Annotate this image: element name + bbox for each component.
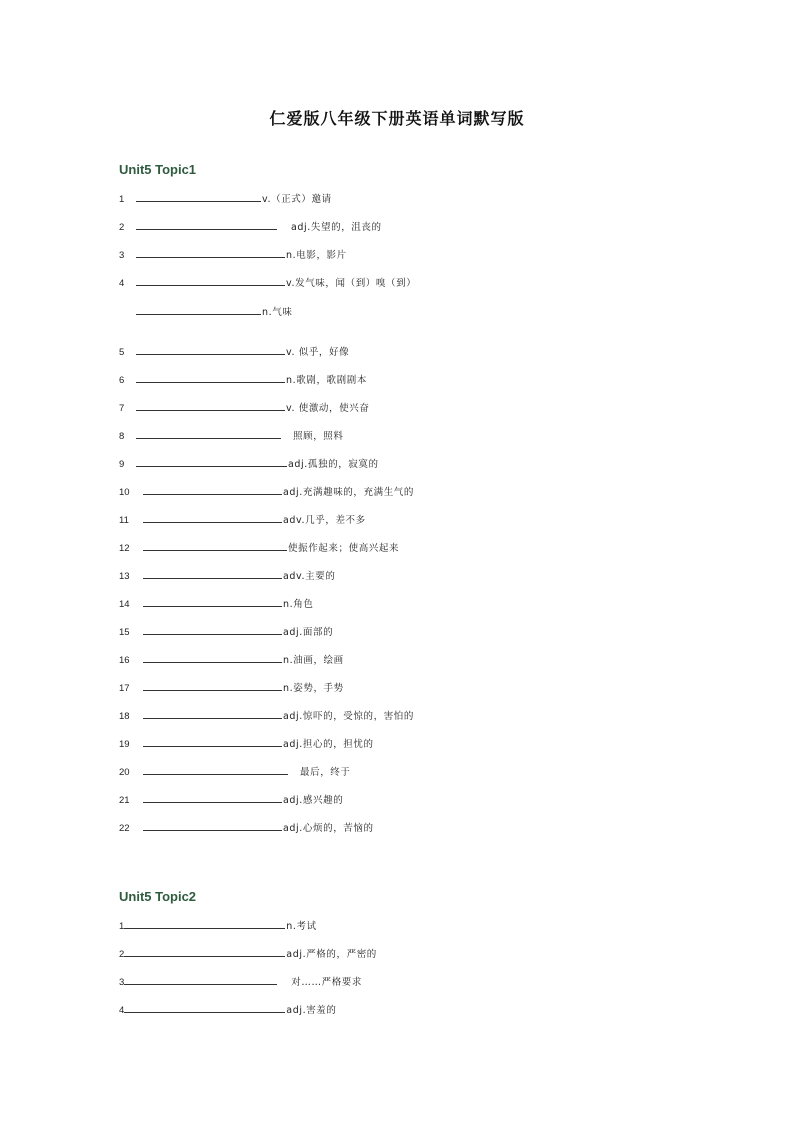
item-meaning: adj.严格的，严密的 [286,949,377,960]
item-meaning: n.角色 [283,599,314,610]
item-meaning: v.发气味，闻（到）嗅（到） [286,278,417,289]
answer-blank[interactable] [124,918,285,929]
item-number: 20 [119,767,130,778]
item-meaning: 最后，终于 [300,767,351,778]
item-number: 21 [119,795,130,806]
answer-blank[interactable] [143,540,287,551]
item-meaning: adj.心烦的，苦恼的 [283,823,374,834]
list-item [119,736,374,750]
list-item [119,191,332,205]
item-meaning: adj.失望的，沮丧的 [291,222,382,233]
answer-blank[interactable] [136,456,287,467]
answer-blank[interactable] [143,484,282,495]
answer-blank[interactable] [143,596,282,607]
item-number: 3 [119,250,125,261]
answer-blank[interactable] [143,764,288,775]
item-number: 14 [119,599,130,610]
item-meaning: n.电影，影片 [286,250,347,261]
item-meaning: 使振作起来；使高兴起来 [288,543,400,554]
item-number: 1 [119,194,125,205]
item-number: 2 [119,949,125,960]
list-item [119,540,399,554]
answer-blank[interactable] [143,680,282,691]
list-item [119,344,349,358]
item-number: 12 [119,543,130,554]
list-item [119,764,351,778]
item-meaning: n.油画，绘画 [283,655,344,666]
answer-blank[interactable] [143,568,282,579]
answer-blank[interactable] [143,624,282,635]
item-meaning: n.姿势，手势 [283,683,344,694]
item-meaning: adj.担心的，担忧的 [283,739,374,750]
page-title: 仁爱版八年级下册英语单词默写版 [269,109,525,128]
answer-blank[interactable] [136,428,281,439]
item-number: 8 [119,431,125,442]
list-item [119,946,377,960]
item-meaning: v. 似乎，好像 [286,347,350,358]
answer-blank[interactable] [136,247,285,258]
list-item [119,680,344,694]
section-heading: Unit5 Topic1 [119,162,197,177]
item-number: 22 [119,823,130,834]
item-number: 18 [119,711,130,722]
list-item [119,1002,337,1016]
item-number: 9 [119,459,125,470]
item-number: 15 [119,627,130,638]
answer-blank[interactable] [143,820,282,831]
item-meaning: adj.充满趣味的，充满生气的 [283,487,415,498]
answer-blank[interactable] [124,1002,285,1013]
answer-blank[interactable] [143,792,282,803]
item-meaning: v. 使激动，使兴奋 [286,403,370,414]
list-item [119,568,335,582]
item-number: 5 [119,347,125,358]
item-number: 13 [119,571,130,582]
item-meaning: adj.感兴趣的 [283,795,344,806]
item-number: 2 [119,222,125,233]
list-item [119,247,347,261]
item-number: 11 [119,515,129,526]
answer-blank[interactable] [136,191,261,202]
answer-blank[interactable] [136,372,285,383]
item-meaning: 对……严格要求 [291,977,362,988]
item-meaning: adv.几乎，差不多 [283,515,366,526]
answer-blank[interactable] [136,275,285,286]
item-number: 19 [119,739,130,750]
answer-blank[interactable] [136,400,285,411]
list-item [119,974,362,988]
item-meaning: n.气味 [262,307,293,318]
answer-blank[interactable] [143,512,282,523]
list-item [119,652,344,666]
list-item [119,372,367,386]
answer-blank[interactable] [124,946,285,957]
list-item [119,304,292,318]
answer-blank[interactable] [124,974,277,985]
list-item [119,918,317,932]
item-meaning: n.歌剧，歌剧剧本 [286,375,367,386]
answer-blank[interactable] [143,708,282,719]
item-number: 17 [119,683,130,694]
item-number: 16 [119,655,130,666]
list-item [119,624,333,638]
section-heading: Unit5 Topic2 [119,889,197,904]
list-item [119,275,416,289]
item-meaning: n.考试 [286,921,317,932]
item-meaning: adv.主要的 [283,571,336,582]
item-number: 3 [119,977,125,988]
item-number: 4 [119,278,125,289]
item-meaning: adj.孤独的，寂寞的 [288,459,379,470]
answer-blank[interactable] [136,344,285,355]
list-item [119,428,344,442]
list-item [119,792,343,806]
item-meaning: 照顾，照料 [293,431,344,442]
item-number: 4 [119,1005,125,1016]
list-item [119,708,414,722]
list-item [119,484,414,498]
list-item [119,400,369,414]
answer-blank[interactable] [136,219,277,230]
item-number: 1 [119,921,125,932]
list-item [119,512,366,526]
list-item [119,820,374,834]
item-number: 10 [119,487,130,498]
answer-blank[interactable] [143,736,282,747]
item-number: 7 [119,403,125,414]
answer-blank[interactable] [136,304,261,315]
item-meaning: v.（正式）邀请 [262,194,332,205]
answer-blank[interactable] [143,652,282,663]
item-number: 6 [119,375,125,386]
list-item [119,219,382,233]
item-meaning: adj.惊吓的，受惊的，害怕的 [283,711,415,722]
item-meaning: adj.面部的 [283,627,334,638]
item-meaning: adj.害羞的 [286,1005,337,1016]
list-item [119,456,379,470]
list-item [119,596,313,610]
